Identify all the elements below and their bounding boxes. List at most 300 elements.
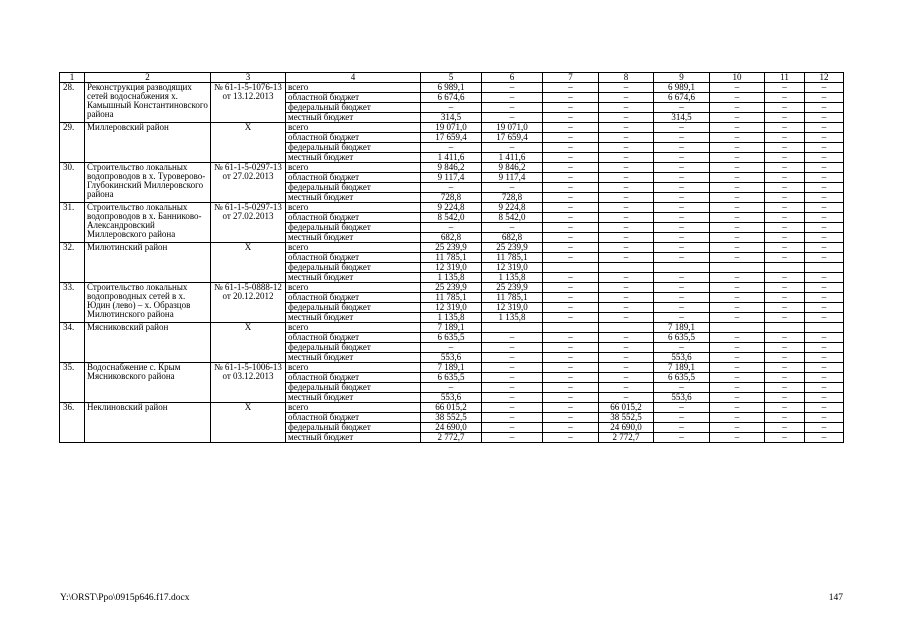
amount-cell: – [805,93,844,103]
amount-cell: – [543,413,599,423]
amount-cell: – [482,403,543,413]
amount-cell: 7 189,1 [421,323,482,333]
funding-source: областной бюджет [286,373,421,383]
amount-cell: – [599,313,654,323]
amount-cell: – [654,233,710,243]
table-row [60,163,844,173]
amount-cell: 553,6 [654,393,710,403]
table-row [60,243,844,253]
amount-cell: 66 015,2 [421,403,482,413]
row-number: 36. [60,403,85,443]
amount-cell: – [805,353,844,363]
amount-cell: – [543,213,599,223]
amount-cell: 8 542,0 [421,213,482,223]
funding-source: областной бюджет [286,133,421,143]
amount-cell: – [765,373,805,383]
amount-cell [599,323,654,333]
amount-cell: – [710,203,765,213]
amount-cell: – [805,363,844,373]
document-reference: Х [211,123,286,163]
amount-cell: – [543,363,599,373]
funding-source: федеральный бюджет [286,183,421,193]
amount-cell: 7 189,1 [654,323,710,333]
amount-cell: – [710,403,765,413]
amount-cell: – [543,283,599,293]
amount-cell: 12 319,0 [482,263,543,273]
amount-cell: – [654,143,710,153]
amount-cell: 9 224,8 [482,203,543,213]
amount-cell: 9 224,8 [421,203,482,213]
amount-cell: – [599,193,654,203]
document-reference: № 61-1-5-0888-12 от 20.12.2012 [211,283,286,323]
row-number: 31. [60,203,85,243]
amount-cell: – [543,83,599,93]
amount-cell: – [765,223,805,233]
amount-cell: – [765,83,805,93]
amount-cell [654,263,710,273]
amount-cell: – [765,283,805,293]
amount-cell: 6 635,5 [654,333,710,343]
row-number: 29. [60,123,85,163]
amount-cell: – [765,403,805,413]
amount-cell: 12 319,0 [421,263,482,273]
object-name: Строительство локальных водопроводов в х. Банниково-Александровский Миллеровского района [85,203,211,243]
amount-cell: – [421,183,482,193]
amount-cell: – [765,183,805,193]
amount-cell: 6 989,1 [421,83,482,93]
amount-cell: – [599,93,654,103]
amount-cell: – [543,103,599,113]
amount-cell: – [710,343,765,353]
amount-cell: – [805,133,844,143]
amount-cell: – [543,193,599,203]
funding-source: федеральный бюджет [286,383,421,393]
column-number: 5 [421,73,482,83]
table-row [60,203,844,213]
amount-cell: 6 674,6 [421,93,482,103]
amount-cell: 19 071,0 [482,123,543,133]
funding-source: федеральный бюджет [286,303,421,313]
amount-cell: 17 659,4 [482,133,543,143]
amount-cell: – [805,433,844,443]
amount-cell: – [543,173,599,183]
amount-cell: – [765,113,805,123]
amount-cell: – [654,223,710,233]
amount-cell: – [599,243,654,253]
amount-cell: – [599,183,654,193]
funding-source: местный бюджет [286,273,421,283]
funding-source: областной бюджет [286,173,421,183]
amount-cell: – [765,273,805,283]
amount-cell: – [543,273,599,283]
amount-cell: – [765,163,805,173]
amount-cell: – [482,113,543,123]
amount-cell: – [710,223,765,233]
funding-source: областной бюджет [286,253,421,263]
amount-cell: – [710,193,765,203]
amount-cell: – [599,143,654,153]
amount-cell: – [710,123,765,133]
amount-cell: – [710,313,765,323]
amount-cell: – [543,423,599,433]
amount-cell: – [710,393,765,403]
amount-cell: 1 411,6 [421,153,482,163]
amount-cell: – [543,253,599,263]
amount-cell: 728,8 [421,193,482,203]
amount-cell: 66 015,2 [599,403,654,413]
amount-cell: – [765,173,805,183]
amount-cell: 25 239,9 [421,243,482,253]
amount-cell [805,323,844,333]
amount-cell: 8 542,0 [482,213,543,223]
funding-source: местный бюджет [286,433,421,443]
amount-cell [599,263,654,273]
amount-cell: – [599,343,654,353]
amount-cell: – [543,333,599,343]
funding-source: федеральный бюджет [286,103,421,113]
amount-cell: – [654,413,710,423]
amount-cell: 1 135,8 [421,273,482,283]
funding-source: всего [286,123,421,133]
document-reference: Х [211,323,286,363]
amount-cell: – [710,113,765,123]
amount-cell: – [482,393,543,403]
amount-cell: 38 552,5 [599,413,654,423]
amount-cell: – [710,423,765,433]
amount-cell: – [599,303,654,313]
amount-cell: 17 659,4 [421,133,482,143]
amount-cell: – [805,343,844,353]
amount-cell: – [654,133,710,143]
amount-cell [543,263,599,273]
amount-cell: – [421,103,482,113]
amount-cell: 24 690,0 [599,423,654,433]
amount-cell: – [765,423,805,433]
amount-cell: – [599,173,654,183]
amount-cell: – [805,253,844,263]
amount-cell: 25 239,9 [482,243,543,253]
amount-cell: – [599,293,654,303]
amount-cell: – [710,293,765,303]
amount-cell: – [543,183,599,193]
amount-cell: – [543,433,599,443]
budget-table [59,72,844,443]
funding-source: местный бюджет [286,113,421,123]
amount-cell: – [654,103,710,113]
amount-cell: – [765,93,805,103]
column-number-row [60,73,844,83]
amount-cell: – [805,173,844,183]
document-reference: Х [211,243,286,283]
amount-cell: – [482,373,543,383]
column-number: 11 [765,73,805,83]
amount-cell: 1 135,8 [482,273,543,283]
amount-cell: – [765,123,805,133]
amount-cell: – [482,183,543,193]
amount-cell: – [805,333,844,343]
amount-cell: – [765,343,805,353]
funding-source: всего [286,203,421,213]
row-number: 32. [60,243,85,283]
amount-cell: – [805,283,844,293]
funding-source: федеральный бюджет [286,143,421,153]
funding-source: областной бюджет [286,413,421,423]
amount-cell: – [654,153,710,163]
amount-cell: – [805,303,844,313]
amount-cell: – [710,413,765,423]
amount-cell: 12 319,0 [421,303,482,313]
document-reference: № 61-1-5-1076-13 от 13.12.2013 [211,83,286,123]
amount-cell: – [599,363,654,373]
object-name: Строительство локальных водопроводов в х. Туроверово-Глубокинский Миллеровского района [85,163,211,203]
amount-cell: – [805,213,844,223]
amount-cell: 6 989,1 [654,83,710,93]
amount-cell: – [599,373,654,383]
funding-source: федеральный бюджет [286,343,421,353]
amount-cell: – [599,233,654,243]
amount-cell: – [543,223,599,233]
amount-cell: – [599,353,654,363]
document-reference: № 61-1-5-1006-13 от 03.12.2013 [211,363,286,403]
object-name: Водоснабжение с. Крым Мясниковского района [85,363,211,403]
amount-cell: – [543,243,599,253]
amount-cell: – [543,93,599,103]
amount-cell: – [710,163,765,173]
amount-cell: – [710,153,765,163]
amount-cell: – [710,103,765,113]
amount-cell: 6 635,5 [421,373,482,383]
amount-cell: – [710,333,765,343]
amount-cell: – [654,343,710,353]
amount-cell: – [805,183,844,193]
amount-cell: – [599,133,654,143]
amount-cell: – [654,123,710,133]
row-number: 28. [60,83,85,123]
amount-cell: – [654,183,710,193]
amount-cell: – [482,383,543,393]
amount-cell: – [421,223,482,233]
amount-cell: – [599,223,654,233]
amount-cell: – [710,303,765,313]
object-name: Миллеровский район [85,123,211,163]
amount-cell: – [599,273,654,283]
amount-cell: 11 785,1 [421,253,482,263]
amount-cell: – [599,163,654,173]
object-name: Строительство локальных водопроводных сетей в х. Юдин (лево) – х. Образцов Милютинского района [85,283,211,323]
amount-cell: – [765,353,805,363]
amount-cell: – [543,143,599,153]
amount-cell: – [765,303,805,313]
document-reference: № 61-1-5-0297-13 от 27.02.2013 [211,163,286,203]
funding-source: местный бюджет [286,393,421,403]
amount-cell: – [654,293,710,303]
amount-cell: – [654,173,710,183]
amount-cell: 6 674,6 [654,93,710,103]
object-name: Реконструкция разводящих сетей водоснабжения х. Камышный Константиновского района [85,83,211,123]
amount-cell: – [710,133,765,143]
amount-cell: 1 135,8 [482,313,543,323]
page-number: 147 [828,593,843,603]
amount-cell: – [805,193,844,203]
amount-cell: – [543,393,599,403]
amount-cell: – [765,203,805,213]
amount-cell: – [543,383,599,393]
funding-source: всего [286,363,421,373]
amount-cell: 7 189,1 [654,363,710,373]
amount-cell: – [654,213,710,223]
column-number: 7 [543,73,599,83]
amount-cell: – [710,283,765,293]
amount-cell: – [543,123,599,133]
amount-cell: – [482,333,543,343]
amount-cell: – [805,273,844,283]
object-name: Милютинский район [85,243,211,283]
amount-cell: 9 846,2 [421,163,482,173]
funding-source: федеральный бюджет [286,263,421,273]
funding-source: всего [286,403,421,413]
amount-cell: – [805,373,844,383]
amount-cell: – [765,243,805,253]
amount-cell: – [805,143,844,153]
amount-cell: – [710,273,765,283]
amount-cell [765,263,805,273]
amount-cell: – [710,383,765,393]
amount-cell [710,323,765,333]
amount-cell: 682,8 [482,233,543,243]
amount-cell: – [710,173,765,183]
amount-cell: – [482,143,543,153]
amount-cell: 1 135,8 [421,313,482,323]
object-name: Неклиновский район [85,403,211,443]
amount-cell: – [654,383,710,393]
row-number: 33. [60,283,85,323]
amount-cell: 314,5 [421,113,482,123]
amount-cell: – [654,433,710,443]
file-path: Y:\ORST\Ppo\0915p646.f17.docx [60,593,190,603]
amount-cell [710,263,765,273]
funding-source: местный бюджет [286,233,421,243]
amount-cell: – [805,83,844,93]
amount-cell: 6 635,5 [654,373,710,383]
amount-cell: – [765,103,805,113]
amount-cell: – [765,383,805,393]
amount-cell: – [765,133,805,143]
amount-cell: – [599,253,654,263]
amount-cell: – [543,153,599,163]
amount-cell: – [599,103,654,113]
amount-cell: – [765,413,805,423]
amount-cell: 553,6 [654,353,710,363]
amount-cell: 11 785,1 [482,293,543,303]
funding-source: всего [286,83,421,93]
amount-cell: – [710,233,765,243]
funding-source: федеральный бюджет [286,223,421,233]
amount-cell: – [599,153,654,163]
amount-cell: – [654,253,710,263]
amount-cell: 9 117,4 [421,173,482,183]
funding-source: всего [286,283,421,293]
amount-cell: – [654,273,710,283]
amount-cell [482,323,543,333]
amount-cell: 314,5 [654,113,710,123]
amount-cell: – [482,93,543,103]
document-reference: № 61-1-5-0297-13 от 27.02.2013 [211,203,286,243]
amount-cell: – [805,423,844,433]
table-row [60,403,844,413]
amount-cell: – [599,123,654,133]
amount-cell: – [421,383,482,393]
amount-cell [543,323,599,333]
amount-cell: 38 552,5 [421,413,482,423]
amount-cell: – [710,373,765,383]
amount-cell: – [765,193,805,203]
amount-cell: – [805,223,844,233]
amount-cell: 682,8 [421,233,482,243]
amount-cell: – [710,183,765,193]
amount-cell: – [710,363,765,373]
amount-cell: – [805,293,844,303]
amount-cell: – [805,413,844,423]
amount-cell: – [765,393,805,403]
object-name: Мясниковский район [85,323,211,363]
amount-cell: 11 785,1 [482,253,543,263]
amount-cell: – [654,203,710,213]
amount-cell: – [765,153,805,163]
amount-cell: 2 772,7 [421,433,482,443]
amount-cell: – [654,303,710,313]
column-number: 6 [482,73,543,83]
amount-cell: – [654,313,710,323]
column-number: 4 [286,73,421,83]
amount-cell: – [765,313,805,323]
column-number: 10 [710,73,765,83]
amount-cell: – [599,333,654,343]
document-reference: Х [211,403,286,443]
amount-cell: – [482,353,543,363]
amount-cell: – [543,313,599,323]
amount-cell: – [482,343,543,353]
row-number: 30. [60,163,85,203]
amount-cell: – [710,243,765,253]
amount-cell [765,323,805,333]
amount-cell: – [710,253,765,263]
amount-cell: 25 239,9 [421,283,482,293]
amount-cell: – [482,83,543,93]
column-number: 9 [654,73,710,83]
amount-cell: – [543,133,599,143]
amount-cell: 11 785,1 [421,293,482,303]
amount-cell: – [765,433,805,443]
funding-source: местный бюджет [286,193,421,203]
amount-cell: – [765,363,805,373]
amount-cell: – [421,343,482,353]
amount-cell: – [599,113,654,123]
amount-cell: – [654,283,710,293]
funding-source: всего [286,163,421,173]
amount-cell: – [805,233,844,243]
table-row [60,363,844,373]
amount-cell: – [654,403,710,413]
amount-cell: – [543,403,599,413]
amount-cell: – [805,153,844,163]
amount-cell: – [765,293,805,303]
amount-cell: – [805,383,844,393]
funding-source: местный бюджет [286,153,421,163]
amount-cell: – [543,233,599,243]
amount-cell: – [599,83,654,93]
funding-source: всего [286,323,421,333]
column-number: 1 [60,73,85,83]
